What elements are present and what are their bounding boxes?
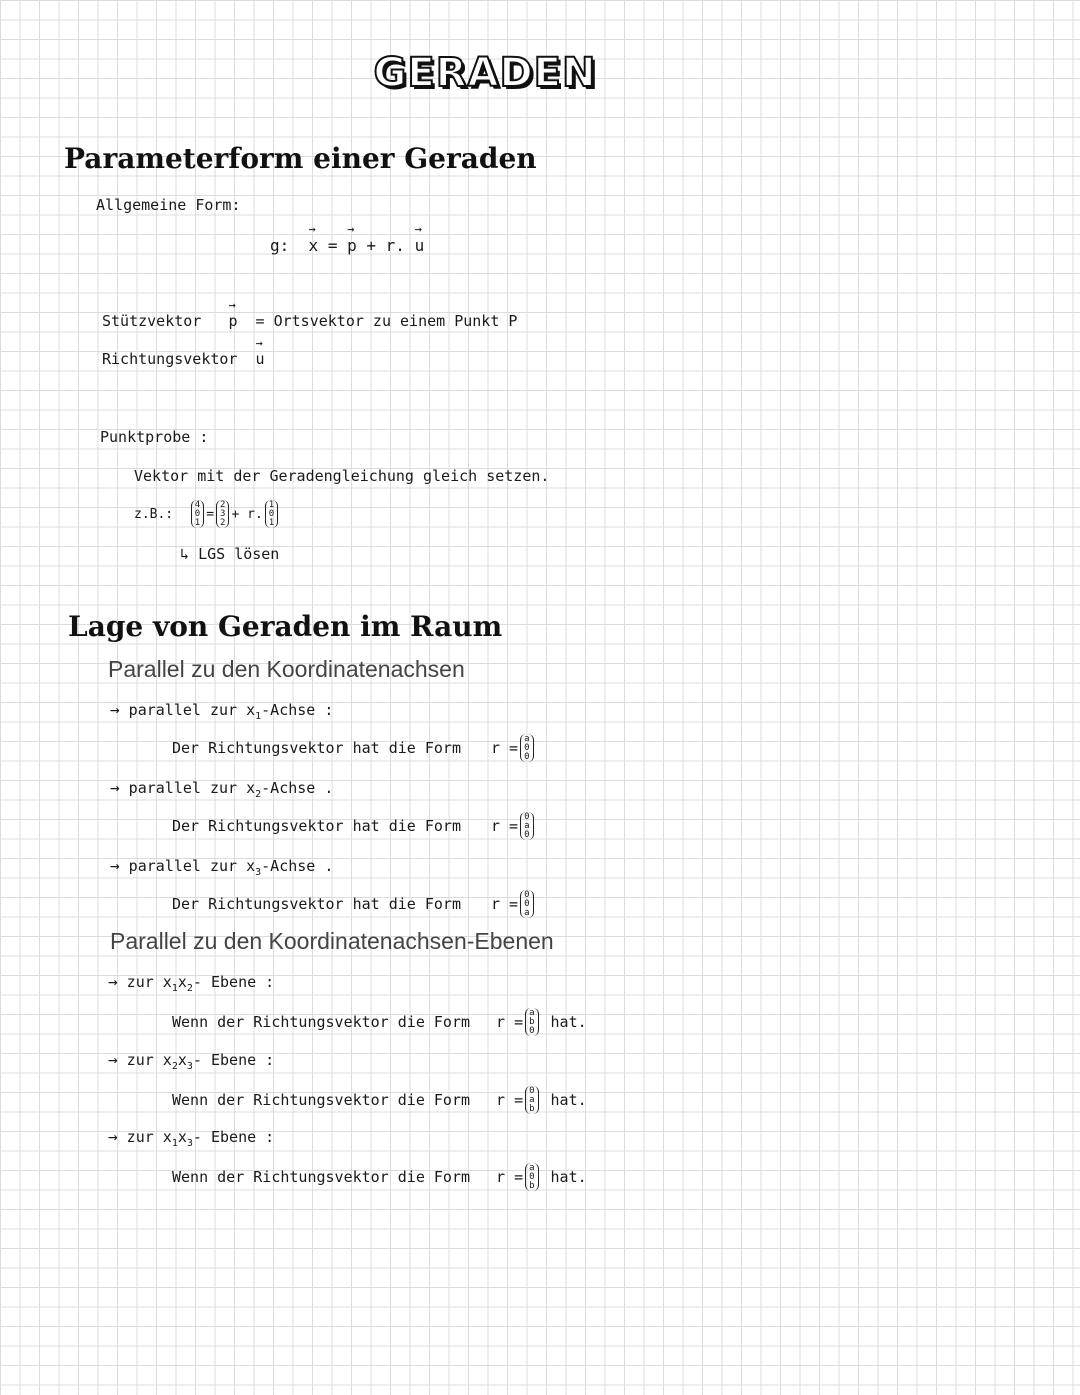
equation-equals: = xyxy=(327,236,338,255)
matrix-entry: a xyxy=(529,1094,535,1105)
axis-item xyxy=(110,778,333,800)
axis-symbol: x xyxy=(246,779,256,797)
plane-description xyxy=(172,1008,587,1036)
zur-label: zur xyxy=(209,701,238,719)
direction-vector-matrix xyxy=(525,1163,538,1191)
matrix-entry: a xyxy=(529,1007,535,1018)
zur-label: zur xyxy=(126,1128,154,1146)
axis-item xyxy=(110,700,333,722)
matrix-entry: 0 xyxy=(524,889,530,900)
matrix-entry: 1 xyxy=(268,499,275,510)
plane-index-1: 1 xyxy=(171,983,178,994)
matrix-entry: 0 xyxy=(524,742,530,753)
section-heading-parameterform: Parameterform einer Geraden xyxy=(64,142,537,175)
parallel-label: parallel xyxy=(128,857,201,875)
matrix-entry: 0 xyxy=(524,751,530,762)
matrix-entry: b xyxy=(529,1016,535,1027)
matrix-entry: 0 xyxy=(194,508,201,519)
matrix-entry: 0 xyxy=(268,508,275,519)
matrix-entry: 0 xyxy=(529,1171,535,1182)
plane-index-1: 1 xyxy=(171,1138,178,1149)
punktprobe-example xyxy=(134,500,280,528)
subheading-koordinatenebenen: Parallel zu den Koordinatenachsen-Ebenen xyxy=(110,928,554,954)
example-plus-r: + r. xyxy=(231,506,263,522)
direction-vector-matrix xyxy=(520,734,533,762)
direction-vector-symbol: r = xyxy=(496,1168,524,1186)
solve-line xyxy=(180,545,279,563)
return-arrow-icon: ↳ xyxy=(180,545,190,563)
richtungsvektor-symbol: → u xyxy=(256,350,265,368)
matrix-entry: 2 xyxy=(220,499,226,510)
right-arrow-icon: → xyxy=(108,1127,118,1146)
hat-label: hat. xyxy=(550,1091,587,1109)
solve-text: LGS lösen xyxy=(198,545,280,563)
example-vector-2 xyxy=(216,500,229,528)
equation-plus: + xyxy=(366,236,377,255)
punktprobe-text: Vektor mit der Geradengleichung gleich setzen. xyxy=(134,467,550,485)
general-equation xyxy=(270,236,424,255)
matrix-entry: 0 xyxy=(524,829,530,840)
example-equals: = xyxy=(206,506,215,522)
matrix-entry: 1 xyxy=(194,517,201,528)
page-title: GERADEN xyxy=(373,50,597,96)
parallel-label: parallel xyxy=(128,779,201,797)
zur-label: zur xyxy=(126,973,154,991)
plane-description xyxy=(172,1086,587,1114)
richtungsvektor-line xyxy=(102,350,265,368)
plane-description-text: Wenn der Richtungsvektor die Form xyxy=(172,1091,471,1109)
axis-label: -Achse : xyxy=(261,701,334,719)
matrix-entry: 0 xyxy=(529,1025,535,1036)
direction-vector-symbol: r = xyxy=(490,739,519,757)
vector-x: → x xyxy=(309,236,319,255)
plane-item: → zur $x_2x_3-$ Ebene : xyxy=(108,1050,275,1072)
example-vector-1 xyxy=(191,500,204,528)
axis-index: 3 xyxy=(255,867,262,878)
direction-vector-symbol: r = xyxy=(496,1013,524,1031)
axis-index: 2 xyxy=(255,789,262,800)
right-arrow-icon: → xyxy=(110,778,120,797)
zur-label: zur xyxy=(126,1051,154,1069)
matrix-entry: b xyxy=(529,1103,535,1114)
matrix-entry: 2 xyxy=(220,517,226,528)
axis-description-text: Der Richtungsvektor hat die Form xyxy=(172,817,461,835)
plane-index-2: 3 xyxy=(186,1061,193,1072)
plane-description xyxy=(172,1163,587,1191)
stuetzvektor-description: = Ortsvektor zu einem Punkt P xyxy=(255,312,518,330)
punktprobe-label: Punktprobe : xyxy=(100,428,209,446)
axis-item xyxy=(110,856,333,878)
section-heading-lage: Lage von Geraden im Raum xyxy=(68,610,503,643)
parallel-label: parallel xyxy=(128,701,201,719)
right-arrow-icon: → xyxy=(108,972,118,991)
direction-vector-matrix xyxy=(525,1008,538,1036)
right-arrow-icon: → xyxy=(108,1050,118,1069)
matrix-entry: 3 xyxy=(220,508,226,519)
matrix-entry: 0 xyxy=(524,898,530,909)
matrix-entry: a xyxy=(524,733,530,744)
vector-p: → p xyxy=(347,236,357,255)
axis-description xyxy=(172,734,536,762)
matrix-entry: b xyxy=(529,1180,535,1191)
axis-description xyxy=(172,890,536,918)
plane-label: - Ebene : xyxy=(192,1128,275,1146)
axis-index: 1 xyxy=(255,711,262,722)
direction-vector-symbol: r = xyxy=(496,1091,524,1109)
zur-label: zur xyxy=(209,857,238,875)
plane-label: - Ebene : xyxy=(192,973,275,991)
plane-description-text: Wenn der Richtungsvektor die Form xyxy=(172,1168,471,1186)
direction-vector-matrix xyxy=(525,1086,538,1114)
plane-item: → zur $x_1x_3-$ Ebene : xyxy=(108,1127,275,1149)
hat-label: hat. xyxy=(550,1168,587,1186)
axis-symbol: x xyxy=(246,857,256,875)
axis-symbol: x xyxy=(246,701,256,719)
hat-label: hat. xyxy=(550,1013,587,1031)
matrix-entry: 0 xyxy=(529,1085,535,1096)
matrix-entry: a xyxy=(524,907,530,918)
general-form-label: Allgemeine Form: xyxy=(96,196,241,214)
equation-r: r. xyxy=(385,236,405,255)
plane-index-2: 2 xyxy=(186,983,193,994)
direction-vector-matrix xyxy=(520,890,533,918)
axis-description xyxy=(172,812,536,840)
plane-item: → zur $x_1x_2-$ Ebene : xyxy=(108,972,275,994)
stuetzvektor-line xyxy=(102,312,517,330)
subheading-koordinatenachsen: Parallel zu den Koordinatenachsen xyxy=(108,656,465,682)
matrix-entry: a xyxy=(524,820,530,831)
matrix-entry: 4 xyxy=(194,499,201,510)
direction-vector-symbol: r = xyxy=(490,895,519,913)
equation-g: g: xyxy=(270,236,290,255)
vector-u: → u xyxy=(415,236,425,255)
richtungsvektor-label: Richtungsvektor xyxy=(102,350,238,368)
direction-vector-matrix xyxy=(520,812,533,840)
plane-label: - Ebene : xyxy=(192,1051,275,1069)
matrix-entry: 0 xyxy=(524,811,530,822)
axis-description-text: Der Richtungsvektor hat die Form xyxy=(172,895,461,913)
plane-description-text: Wenn der Richtungsvektor die Form xyxy=(172,1013,471,1031)
axis-label: -Achse . xyxy=(261,779,334,797)
plane-index-2: 3 xyxy=(186,1138,193,1149)
stuetzvektor-label: Stützvektor xyxy=(102,312,202,330)
zur-label: zur xyxy=(209,779,238,797)
plane-index-1: 2 xyxy=(171,1061,178,1072)
right-arrow-icon: → xyxy=(110,700,120,719)
example-label: z.B.: xyxy=(134,506,174,522)
example-vector-3 xyxy=(265,500,278,528)
axis-label: -Achse . xyxy=(261,857,334,875)
direction-vector-symbol: r = xyxy=(490,817,519,835)
matrix-entry: a xyxy=(529,1162,535,1173)
stuetzvektor-symbol: → p xyxy=(228,312,237,330)
axis-description-text: Der Richtungsvektor hat die Form xyxy=(172,739,461,757)
right-arrow-icon: → xyxy=(110,856,120,875)
matrix-entry: 1 xyxy=(268,517,275,528)
